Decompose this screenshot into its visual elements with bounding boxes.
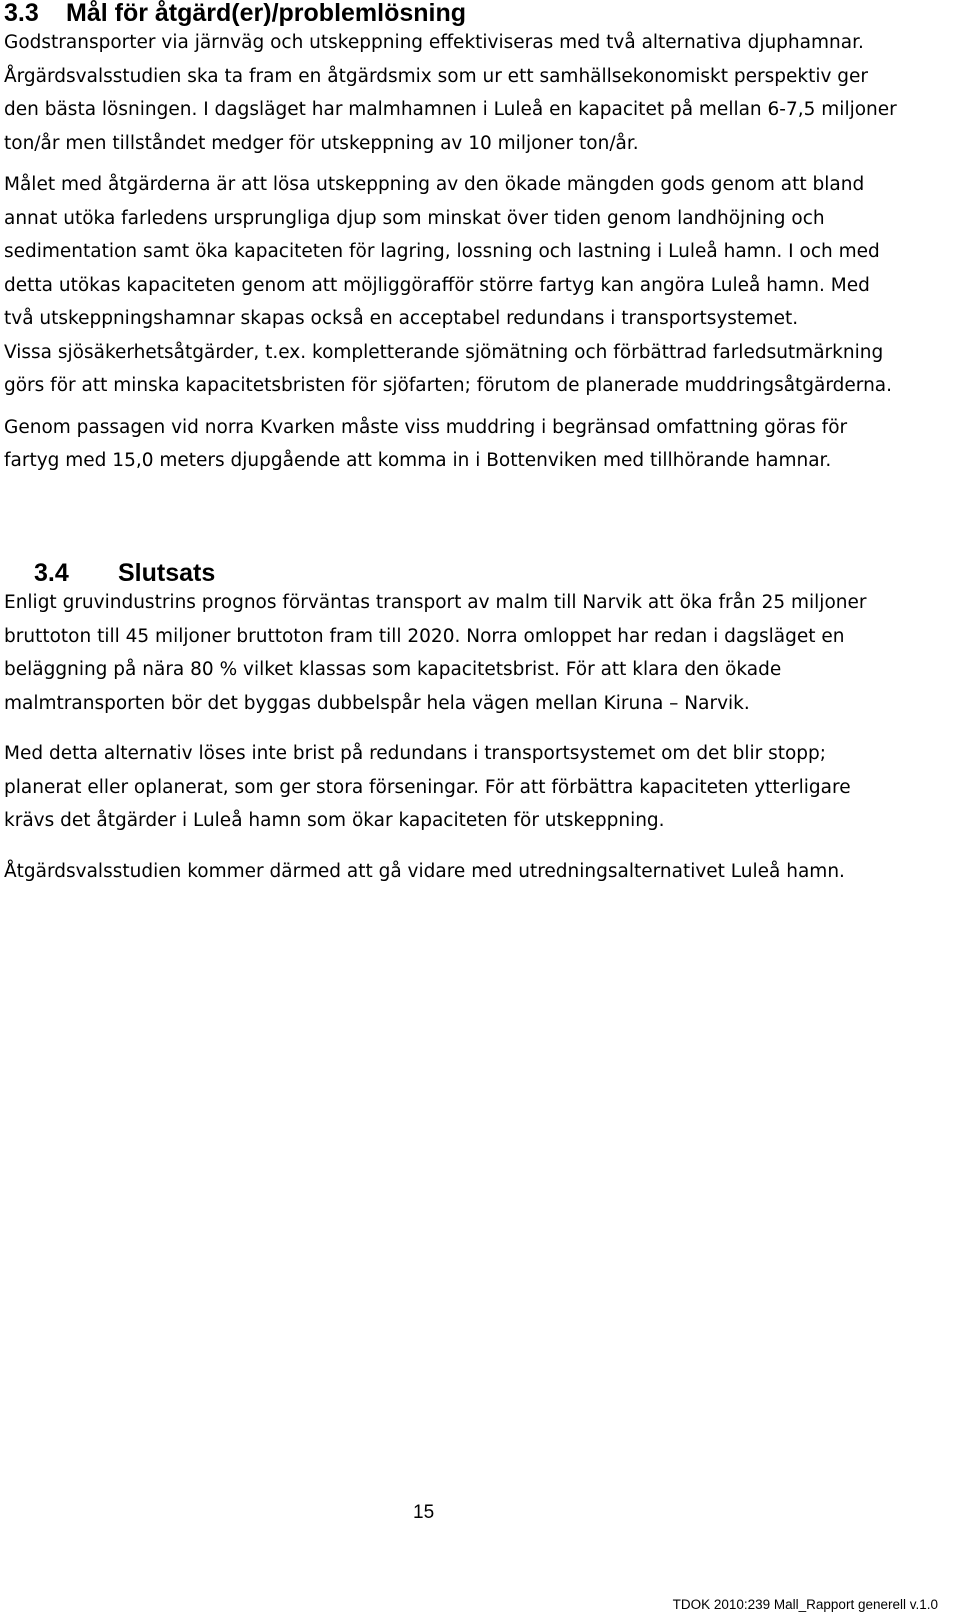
paragraph: [4, 737, 954, 838]
text-line: görs för att minska kapacitetsbristen för sjöfarten; förutom de planerade muddringsåtgärderna.: [4, 375, 893, 396]
section-heading: [4, 560, 954, 586]
section-number: 3.3: [4, 0, 39, 27]
text-line: Godstransporter via järnväg och utskeppning effektiviseras med två alternativa djuphamnar.: [4, 32, 864, 53]
text-line: fartyg med 15,0 meters djupgående att komma in i Bottenviken med tillhörande hamnar.: [4, 450, 832, 471]
text-line: sedimentation samt öka kapaciteten för lagring, lossning och lastning i Luleå hamn. I och med: [4, 241, 880, 262]
text-line: Genom passagen vid norra Kvarken måste viss muddring i begränsad omfattning göras för: [4, 416, 848, 438]
paragraph-spacer: [4, 160, 954, 168]
section-number: 3.4: [34, 559, 69, 587]
paragraph-spacer: [4, 720, 954, 737]
paragraph-spacer: [4, 403, 954, 411]
section-heading: [4, 0, 954, 26]
section-3-4: [4, 560, 954, 888]
text-line: den bästa lösningen. I dagsläget har malmhamnen i Luleå en kapacitet på mellan 6-7,5 miljoner: [4, 99, 897, 120]
paragraph: [4, 411, 954, 478]
section-body: [4, 26, 954, 478]
text-line: Vissa sjösäkerhetsåtgärder, t.ex. kompletterande sjömätning och förbättrad farledsutmärkning: [4, 341, 884, 363]
text-line: två utskeppningshamnar skapas också en acceptabel redundans i transportsystemet.: [4, 308, 799, 329]
section-3-3: [4, 0, 954, 478]
paragraph: [4, 586, 954, 720]
page-number: 15: [413, 1502, 435, 1523]
text-line: malmtransporten bör det byggas dubbelspår hela vägen mellan Kiruna – Narvik.: [4, 692, 750, 714]
text-line: annat utöka farledens ursprungliga djup som minskat över tiden genom landhöjning och: [4, 207, 825, 229]
text-line: Årgärdsvalsstudien ska ta fram en åtgärdsmix som ur ett samhällsekonomiskt perspektiv ger: [4, 65, 869, 87]
paragraph-spacer: [4, 838, 954, 855]
text-line: bruttoton till 45 miljoner bruttoton fram till 2020. Norra omloppet har redan i dagsläget en: [4, 625, 845, 647]
paragraph: [4, 855, 954, 889]
paragraph: [4, 336, 954, 403]
section-title: Slutsats: [118, 559, 216, 587]
text-line: detta utökas kapaciteten genom att möjliggörafför större fartyg kan angöra Luleå hamn. Med: [4, 274, 870, 296]
paragraph: [4, 168, 954, 336]
section-title: Mål för åtgärd(er)/problemlösning: [66, 0, 467, 27]
text-line: planerat eller oplanerat, som ger stora förseningar. För att förbättra kapaciteten ytterligare: [4, 776, 851, 798]
paragraph: [4, 26, 954, 160]
section-body: [4, 586, 954, 888]
text-line: Med detta alternativ löses inte brist på redundans i transportsystemet om det blir stopp;: [4, 743, 827, 764]
text-line: beläggning på nära 80 % vilket klassas som kapacitetsbrist. För att klara den ökade: [4, 659, 782, 680]
document-reference: TDOK 2010:239 Mall_Rapport generell v.1.0: [672, 1597, 938, 1612]
text-line: Åtgärdsvalsstudien kommer därmed att gå vidare med utredningsalternativet Luleå hamn.: [4, 860, 845, 882]
text-line: krävs det åtgärder i Luleå hamn som ökar kapaciteten för utskeppning.: [4, 810, 665, 831]
text-line: Målet med åtgärderna är att lösa utskeppning av den ökade mängden gods genom att bland: [4, 174, 865, 195]
text-line: ton/år men tillståndet medger för utskeppning av 10 miljoner ton/år.: [4, 132, 639, 154]
text-line: Enligt gruvindustrins prognos förväntas transport av malm till Narvik att öka från 25 miljoner: [4, 592, 867, 613]
